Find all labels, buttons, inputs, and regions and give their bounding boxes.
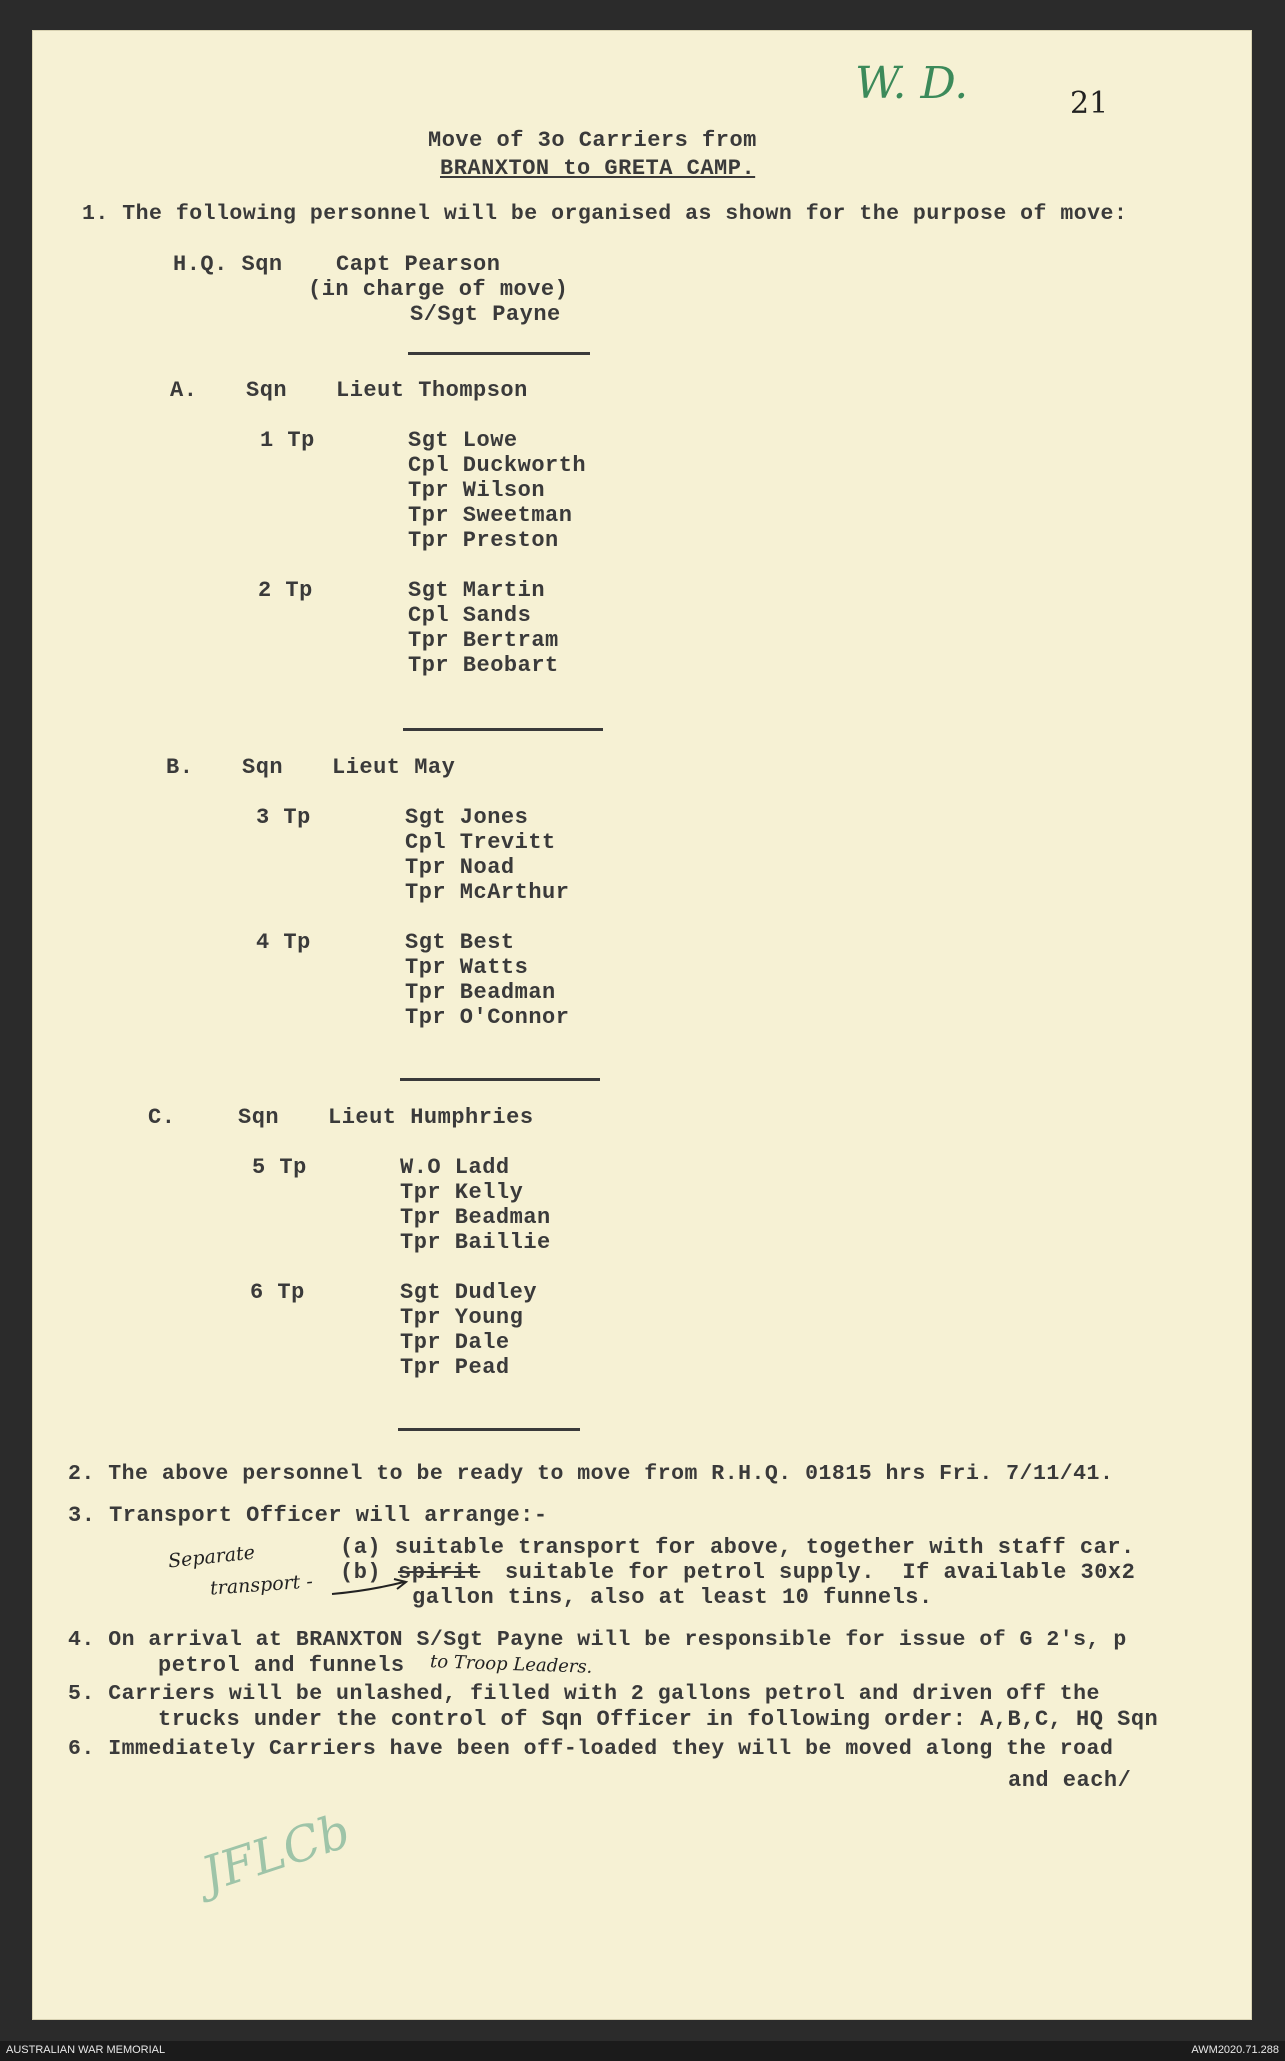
initials-signature: JFLCb — [195, 1802, 357, 1904]
troop-5-label: 5 Tp — [252, 1155, 307, 1180]
troop-4-member: Tpr Beadman — [405, 980, 556, 1005]
item-5: 5. Carriers will be unlashed, filled with 2 gallons petrol and driven off the — [68, 1682, 1100, 1706]
divider-3 — [400, 1078, 600, 1081]
sqn-b-officer: Lieut May — [332, 755, 456, 780]
troop-6-member: Tpr Pead — [400, 1355, 510, 1380]
troop-2-member: Sgt Martin — [408, 578, 546, 603]
handwritten-note-separate: Separate — [167, 1541, 256, 1573]
divider-2 — [403, 728, 603, 731]
divider-1 — [408, 352, 590, 355]
title-line-2: BRANXTON to GRETA CAMP. — [440, 156, 756, 181]
troop-3-member: Tpr Noad — [405, 855, 515, 880]
sqn-b-sqn: Sqn — [242, 755, 284, 780]
troop-1-member: Tpr Sweetman — [408, 503, 573, 528]
troop-4-member: Tpr O'Connor — [405, 1005, 570, 1030]
troop-5-member: Tpr Beadman — [400, 1205, 551, 1230]
footer-bar — [0, 2041, 1285, 2061]
sqn-a-sqn: Sqn — [246, 378, 288, 403]
item-1: 1. The following personnel will be organised as shown for the purpose of move: — [82, 202, 1128, 226]
item-3: 3. Transport Officer will arrange:- — [68, 1503, 548, 1528]
footer-institution: AUSTRALIAN WAR MEMORIAL — [6, 2044, 166, 2056]
item-6-continued: and each/ — [1008, 1768, 1132, 1793]
troop-2-label: 2 Tp — [258, 578, 313, 603]
hq-officer: Capt Pearson — [336, 252, 501, 277]
handwritten-arrow-icon — [330, 1576, 410, 1600]
troop-5-member: W.O Ladd — [400, 1155, 510, 1180]
troop-1-member: Cpl Duckworth — [408, 453, 587, 478]
troop-2-member: Cpl Sands — [408, 603, 532, 628]
sqn-c-officer: Lieut Humphries — [328, 1105, 534, 1130]
troop-1-member: Sgt Lowe — [408, 428, 518, 453]
item-3b-continued: gallon tins, also at least 10 funnels. — [412, 1585, 933, 1610]
hq-note: (in charge of move) — [308, 277, 569, 302]
troop-2-member: Tpr Bertram — [408, 628, 559, 653]
item-2: 2. The above personnel to be ready to move from R.H.Q. 01815 hrs Fri. 7/11/41. — [68, 1462, 1114, 1486]
item-3b-label: (b) — [340, 1560, 382, 1585]
item-4-continued: petrol and funnels — [158, 1653, 405, 1678]
troop-6-member: Tpr Dale — [400, 1330, 510, 1355]
troop-2-member: Tpr Beobart — [408, 653, 559, 678]
troop-4-label: 4 Tp — [256, 930, 311, 955]
troop-6-member: Tpr Young — [400, 1305, 524, 1330]
troop-6-label: 6 Tp — [250, 1280, 305, 1305]
sqn-a-label: A. — [170, 378, 198, 403]
divider-4 — [398, 1428, 580, 1431]
item-3b-text: suitable for petrol supply. If available 30x2 — [505, 1560, 1136, 1585]
sqn-b-label: B. — [166, 755, 194, 780]
page-number: 21 — [1070, 86, 1109, 121]
troop-5-member: Tpr Kelly — [400, 1180, 524, 1205]
handwritten-note-troop-leaders: to Troop Leaders. — [429, 1651, 593, 1678]
troop-3-member: Tpr McArthur — [405, 880, 570, 905]
troop-1-member: Tpr Preston — [408, 528, 559, 553]
troop-3-member: Sgt Jones — [405, 805, 529, 830]
handwritten-note-transport: transport - — [209, 1570, 314, 1600]
troop-1-label: 1 Tp — [260, 428, 315, 453]
troop-4-member: Tpr Watts — [405, 955, 529, 980]
wd-mark: W. D. — [855, 58, 969, 109]
troop-1-member: Tpr Wilson — [408, 478, 546, 503]
footer-accession-number: AWM2020.71.288 — [1191, 2044, 1279, 2056]
item-3a: (a) suitable transport for above, together with staff car. — [340, 1535, 1135, 1560]
hq-sqn: H.Q. Sqn — [173, 252, 283, 277]
troop-5-member: Tpr Baillie — [400, 1230, 551, 1255]
hq-nco: S/Sgt Payne — [410, 302, 561, 327]
troop-3-label: 3 Tp — [256, 805, 311, 830]
troop-3-member: Cpl Trevitt — [405, 830, 556, 855]
sqn-c-sqn: Sqn — [238, 1105, 280, 1130]
item-5-continued: trucks under the control of Sqn Officer in following order: A,B,C, HQ Sqn — [158, 1707, 1159, 1732]
item-6: 6. Immediately Carriers have been off-loaded they will be moved along the road — [68, 1737, 1114, 1761]
troop-6-member: Sgt Dudley — [400, 1280, 538, 1305]
item-4: 4. On arrival at BRANXTON S/Sgt Payne will be responsible for issue of G 2's, p — [68, 1628, 1127, 1652]
sqn-a-officer: Lieut Thompson — [336, 378, 528, 403]
troop-4-member: Sgt Best — [405, 930, 515, 955]
sqn-c-label: C. — [148, 1105, 176, 1130]
item-3b-struck: spirit — [398, 1560, 481, 1585]
title-line-1: Move of 3o Carriers from — [428, 128, 757, 153]
